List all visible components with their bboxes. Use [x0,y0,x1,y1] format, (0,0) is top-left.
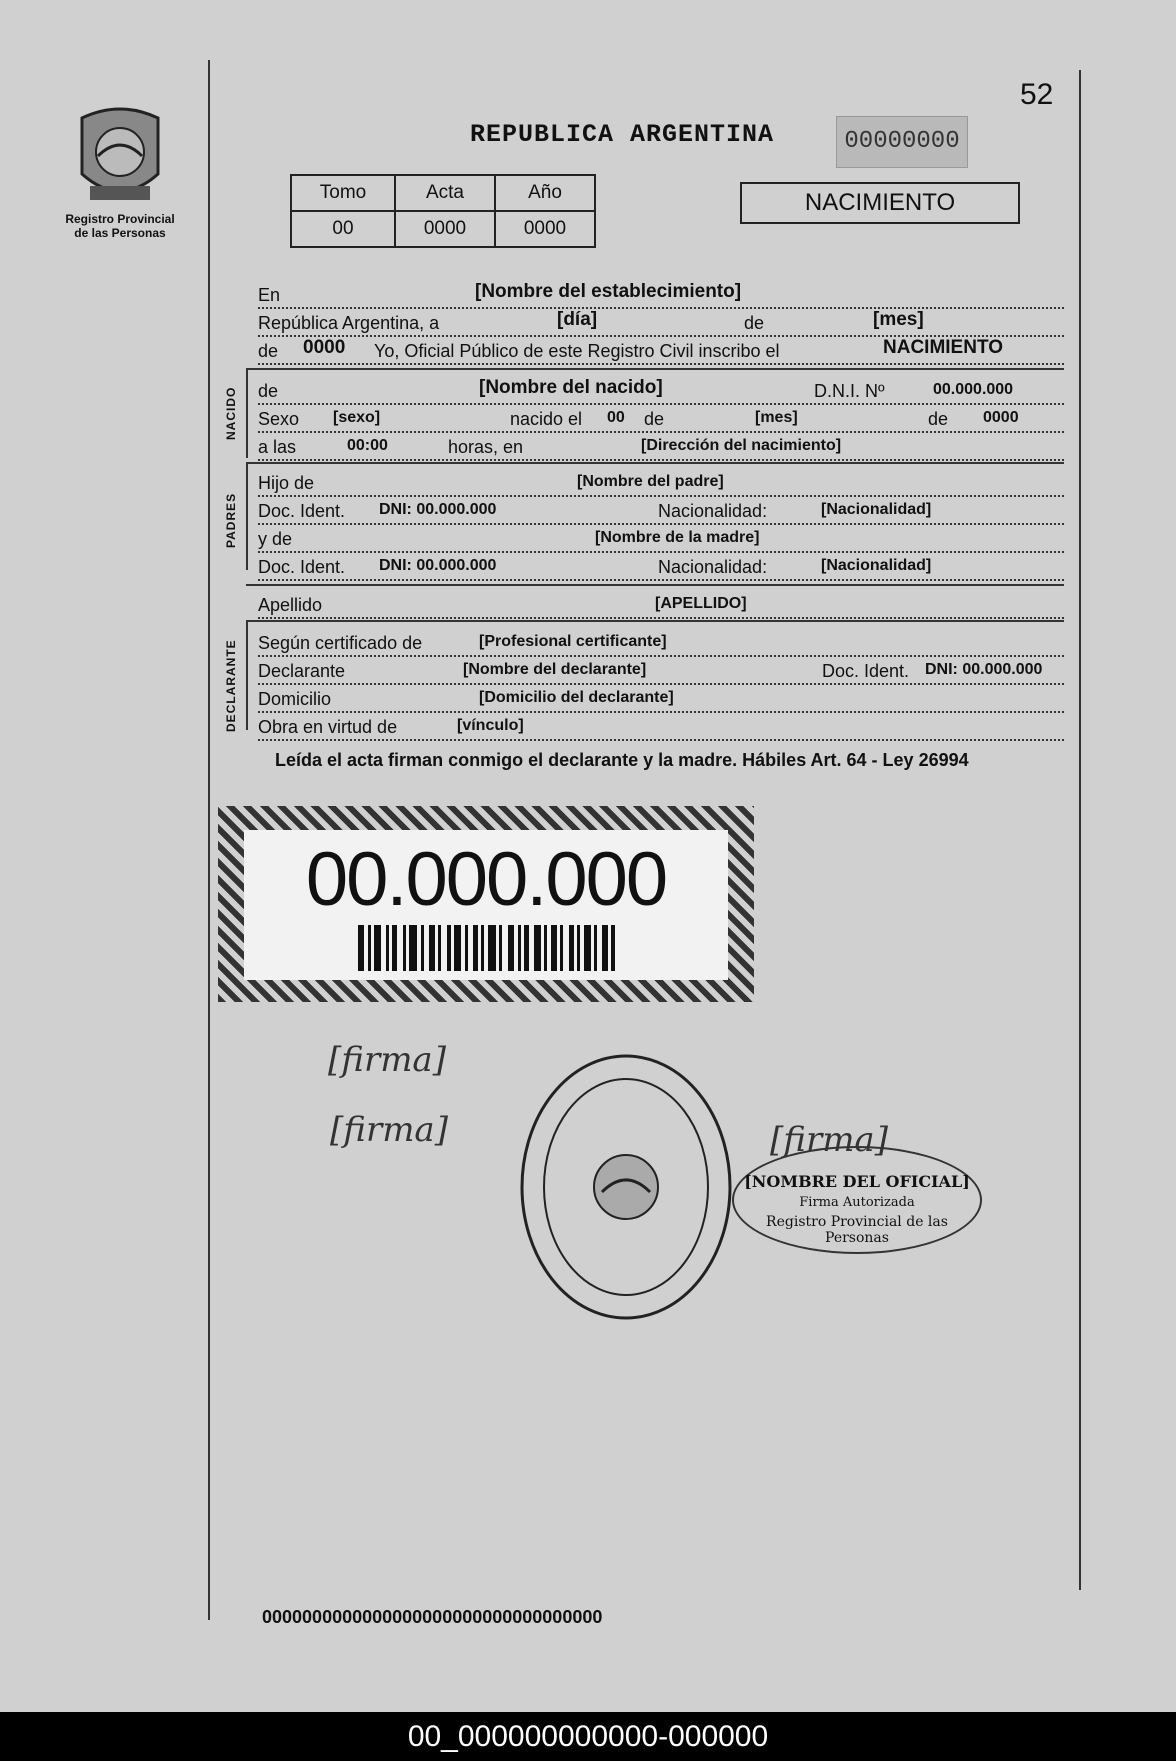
book-value: 0000 [495,211,595,247]
day-text-value: [día] [554,309,600,331]
serial-number: 00000000 [836,116,968,168]
month-label: de [744,313,768,334]
declarant-name-value: [Nombre del declarante] [460,661,649,679]
born-month-value: [mes] [752,409,801,427]
and-of-label: y de [258,529,296,550]
father-name-value: [Nombre del padre] [574,473,727,491]
book-header: Acta [395,175,495,211]
hours-label: horas, en [448,437,527,458]
nationality-label-2: Nacionalidad: [658,557,771,578]
book-header: Año [495,175,595,211]
de-label-3: de [928,409,952,430]
father-nationality-value: [Nacionalidad] [818,501,934,519]
surname-line [258,590,1064,619]
barcode [244,925,728,971]
cert-label: Según certificado de [258,633,426,654]
surname-value: [APELLIDO] [652,595,750,613]
born-sex-line [258,404,1064,433]
cert-value: [Profesional certificante] [476,633,670,651]
closing-statement: Leída el acta firman conmigo el declarante y la madre. Hábiles Art. 64 - Ley 26994 [275,750,969,770]
mother-name-value: [Nombre de la madre] [592,529,762,547]
act-type-box: NACIMIENTO [740,182,1020,224]
born-divider [246,368,1064,370]
declarant-section-label: DECLARANTE [224,639,238,732]
sex-label: Sexo [258,409,303,430]
left-margin-line [208,60,210,1620]
document-hash: 0000000000000000000000000000000000 [262,1607,603,1627]
mother-doc-value: DNI: 00.000.000 [376,557,499,575]
registered-type-value: NACIMIENTO [880,337,1006,359]
declarant-label: Declarante [258,661,349,682]
declarant-doc-label: Doc. Ident. [822,661,913,682]
son-of-label: Hijo de [258,473,318,494]
time-label: a las [258,437,300,458]
right-margin-line [1079,70,1081,1590]
book-table [290,174,596,248]
parents-section-bar [246,464,248,570]
signer-office: Registro Provincial de las Personas [766,1214,948,1246]
parents-divider [246,462,1064,464]
month-value: [mes] [870,309,927,331]
born-name-line [258,376,1064,405]
virtue-line [258,712,1064,741]
declarant-divider [246,620,1064,622]
surname-divider [246,584,1064,586]
id-number: 00.000.000 [305,837,667,922]
mother-line [258,524,1064,553]
place-value: [Nombre del establecimiento] [472,281,744,303]
born-day-value: 00 [604,409,628,427]
born-on-label: nacido el [510,409,586,430]
en-label: En [258,285,284,306]
province-shield-icon [74,104,166,208]
born-time-value: 00:00 [344,437,391,455]
registry-emblem [64,104,176,240]
signer-role: Firma Autorizada [799,1195,915,1210]
virtue-label: Obra en virtud de [258,717,401,738]
signer-stamp [732,1146,982,1254]
mother-doc-line [258,552,1064,581]
surname-label: Apellido [258,595,326,616]
born-dni-value: 00.000.000 [930,381,1016,399]
address-value: [Domicilio del declarante] [476,689,677,707]
declarant-section-bar [246,622,248,730]
registry-name-line2: de las Personas [74,226,166,240]
doc-label-2: Doc. Ident. [258,557,349,578]
declarant-line [258,656,1064,685]
father-doc-value: DNI: 00.000.000 [376,501,499,519]
born-address-value: [Dirección del nacimiento] [638,437,844,455]
signer-name: [NOMBRE DEL OFICIAL] [744,1172,970,1191]
certificate-line [258,628,1064,657]
father-line [258,468,1064,497]
born-time-line [258,432,1064,461]
de-label: de [258,381,282,402]
signature-2: [firma] [330,1110,448,1150]
dni-label: D.N.I. Nº [814,381,889,402]
officer-line [258,336,1064,365]
born-year-value: 0000 [980,409,1022,427]
id-number-panel [244,830,728,980]
republic-label: República Argentina, a [258,313,443,334]
born-section-bar [246,370,248,458]
father-doc-line [258,496,1064,525]
officer-text: Yo, Oficial Público de este Registro Civil inscribo el [374,341,784,362]
book-value: 0000 [395,211,495,247]
year-label: de [258,341,282,362]
virtue-value: [vínculo] [454,717,527,735]
declarant-doc-value: DNI: 00.000.000 [922,661,1045,679]
book-header: Tomo [291,175,395,211]
signature-1: [firma] [328,1040,446,1080]
year-value: 0000 [300,337,348,359]
nationality-label: Nacionalidad: [658,501,771,522]
born-section-label: NACIDO [224,386,238,440]
sex-value: [sexo] [330,409,383,427]
parents-section-label: PADRES [224,492,238,548]
date-line [258,308,1064,337]
address-label: Domicilio [258,689,335,710]
officer-signature: [firma] [770,1120,888,1160]
book-value: 00 [291,211,395,247]
mother-nationality-value: [Nacionalidad] [818,557,934,575]
registry-name-line1: Registro Provincial [65,212,175,226]
country-heading: REPUBLICA ARGENTINA [470,120,775,149]
id-number-block [218,806,754,1002]
registry-seal-icon [518,1052,734,1322]
de-label-2: de [644,409,668,430]
scan-footer-id: 00_000000000000-000000 [0,1712,1176,1761]
address-line [258,684,1064,713]
place-line [258,280,1064,309]
page-number: 52 [1020,78,1054,111]
doc-label: Doc. Ident. [258,501,349,522]
born-name-value: [Nombre del nacido] [476,377,666,399]
